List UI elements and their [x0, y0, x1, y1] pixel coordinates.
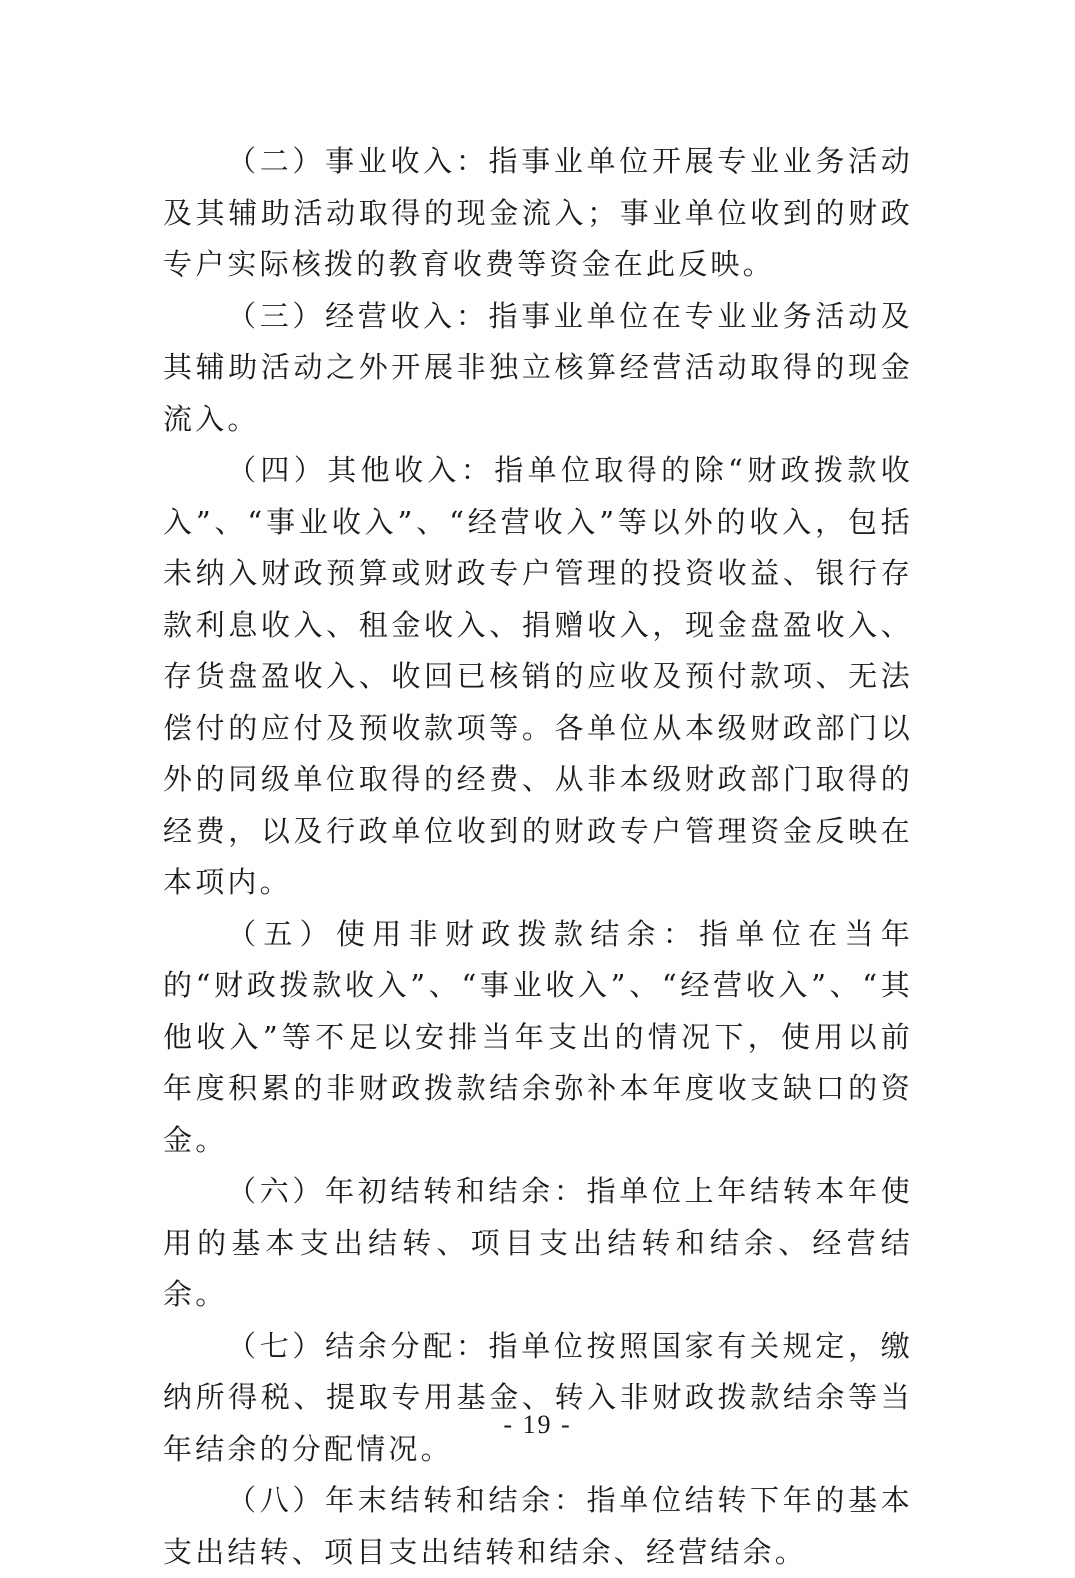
paragraph-other-income: （四）其他收入：指单位取得的除“财政拨款收入”、“事业收入”、“经营收入”等以外的收入，包括未纳入财政预算或财政专户管理的投资收益、银行存款利息收入、租金收入、捐赠收入，现金盘盈收入、存货盘盈收入、收回已核销的应收及预付款项、无法偿付的应付及预收款项等。各单位从本级财政部门以外的同级单位取得的经费、从非本级财政部门取得的经费，以及行政单位收到的财政专户管理资金反映在本项内。 [163, 453, 913, 899]
paragraph-opening-carryover: （六）年初结转和结余：指单位上年结转本年使用的基本支出结转、项目支出结转和结余、经营结余。 [163, 1174, 913, 1311]
document-body [163, 136, 913, 1578]
paragraph-non-fiscal-balance: （五）使用非财政拨款结余：指单位在当年的“财政拨款收入”、“事业收入”、“经营收入”、“其他收入”等不足以安排当年支出的情况下，使用以前年度积累的非财政拨款结余弥补本年度收支缺口的资金。 [163, 916, 913, 1157]
paragraph-business-income: （二）事业收入：指事业单位开展专业业务活动及其辅助活动取得的现金流入；事业单位收到的财政专户实际核拨的教育收费等资金在此反映。 [163, 144, 913, 281]
page-number: - 19 - [503, 1410, 572, 1439]
paragraph-operating-income: （三）经营收入：指事业单位在专业业务活动及其辅助活动之外开展非独立核算经营活动取得的现金流入。 [163, 298, 913, 436]
paragraph-balance-distribution: （七）结余分配：指单位按照国家有关规定，缴纳所得税、提取专用基金、转入非财政拨款结余等当年结余的分配情况。 [163, 1328, 913, 1466]
paragraph-closing-carryover: （八）年末结转和结余：指单位结转下年的基本支出结转、项目支出结转和结余、经营结余。 [163, 1483, 913, 1569]
